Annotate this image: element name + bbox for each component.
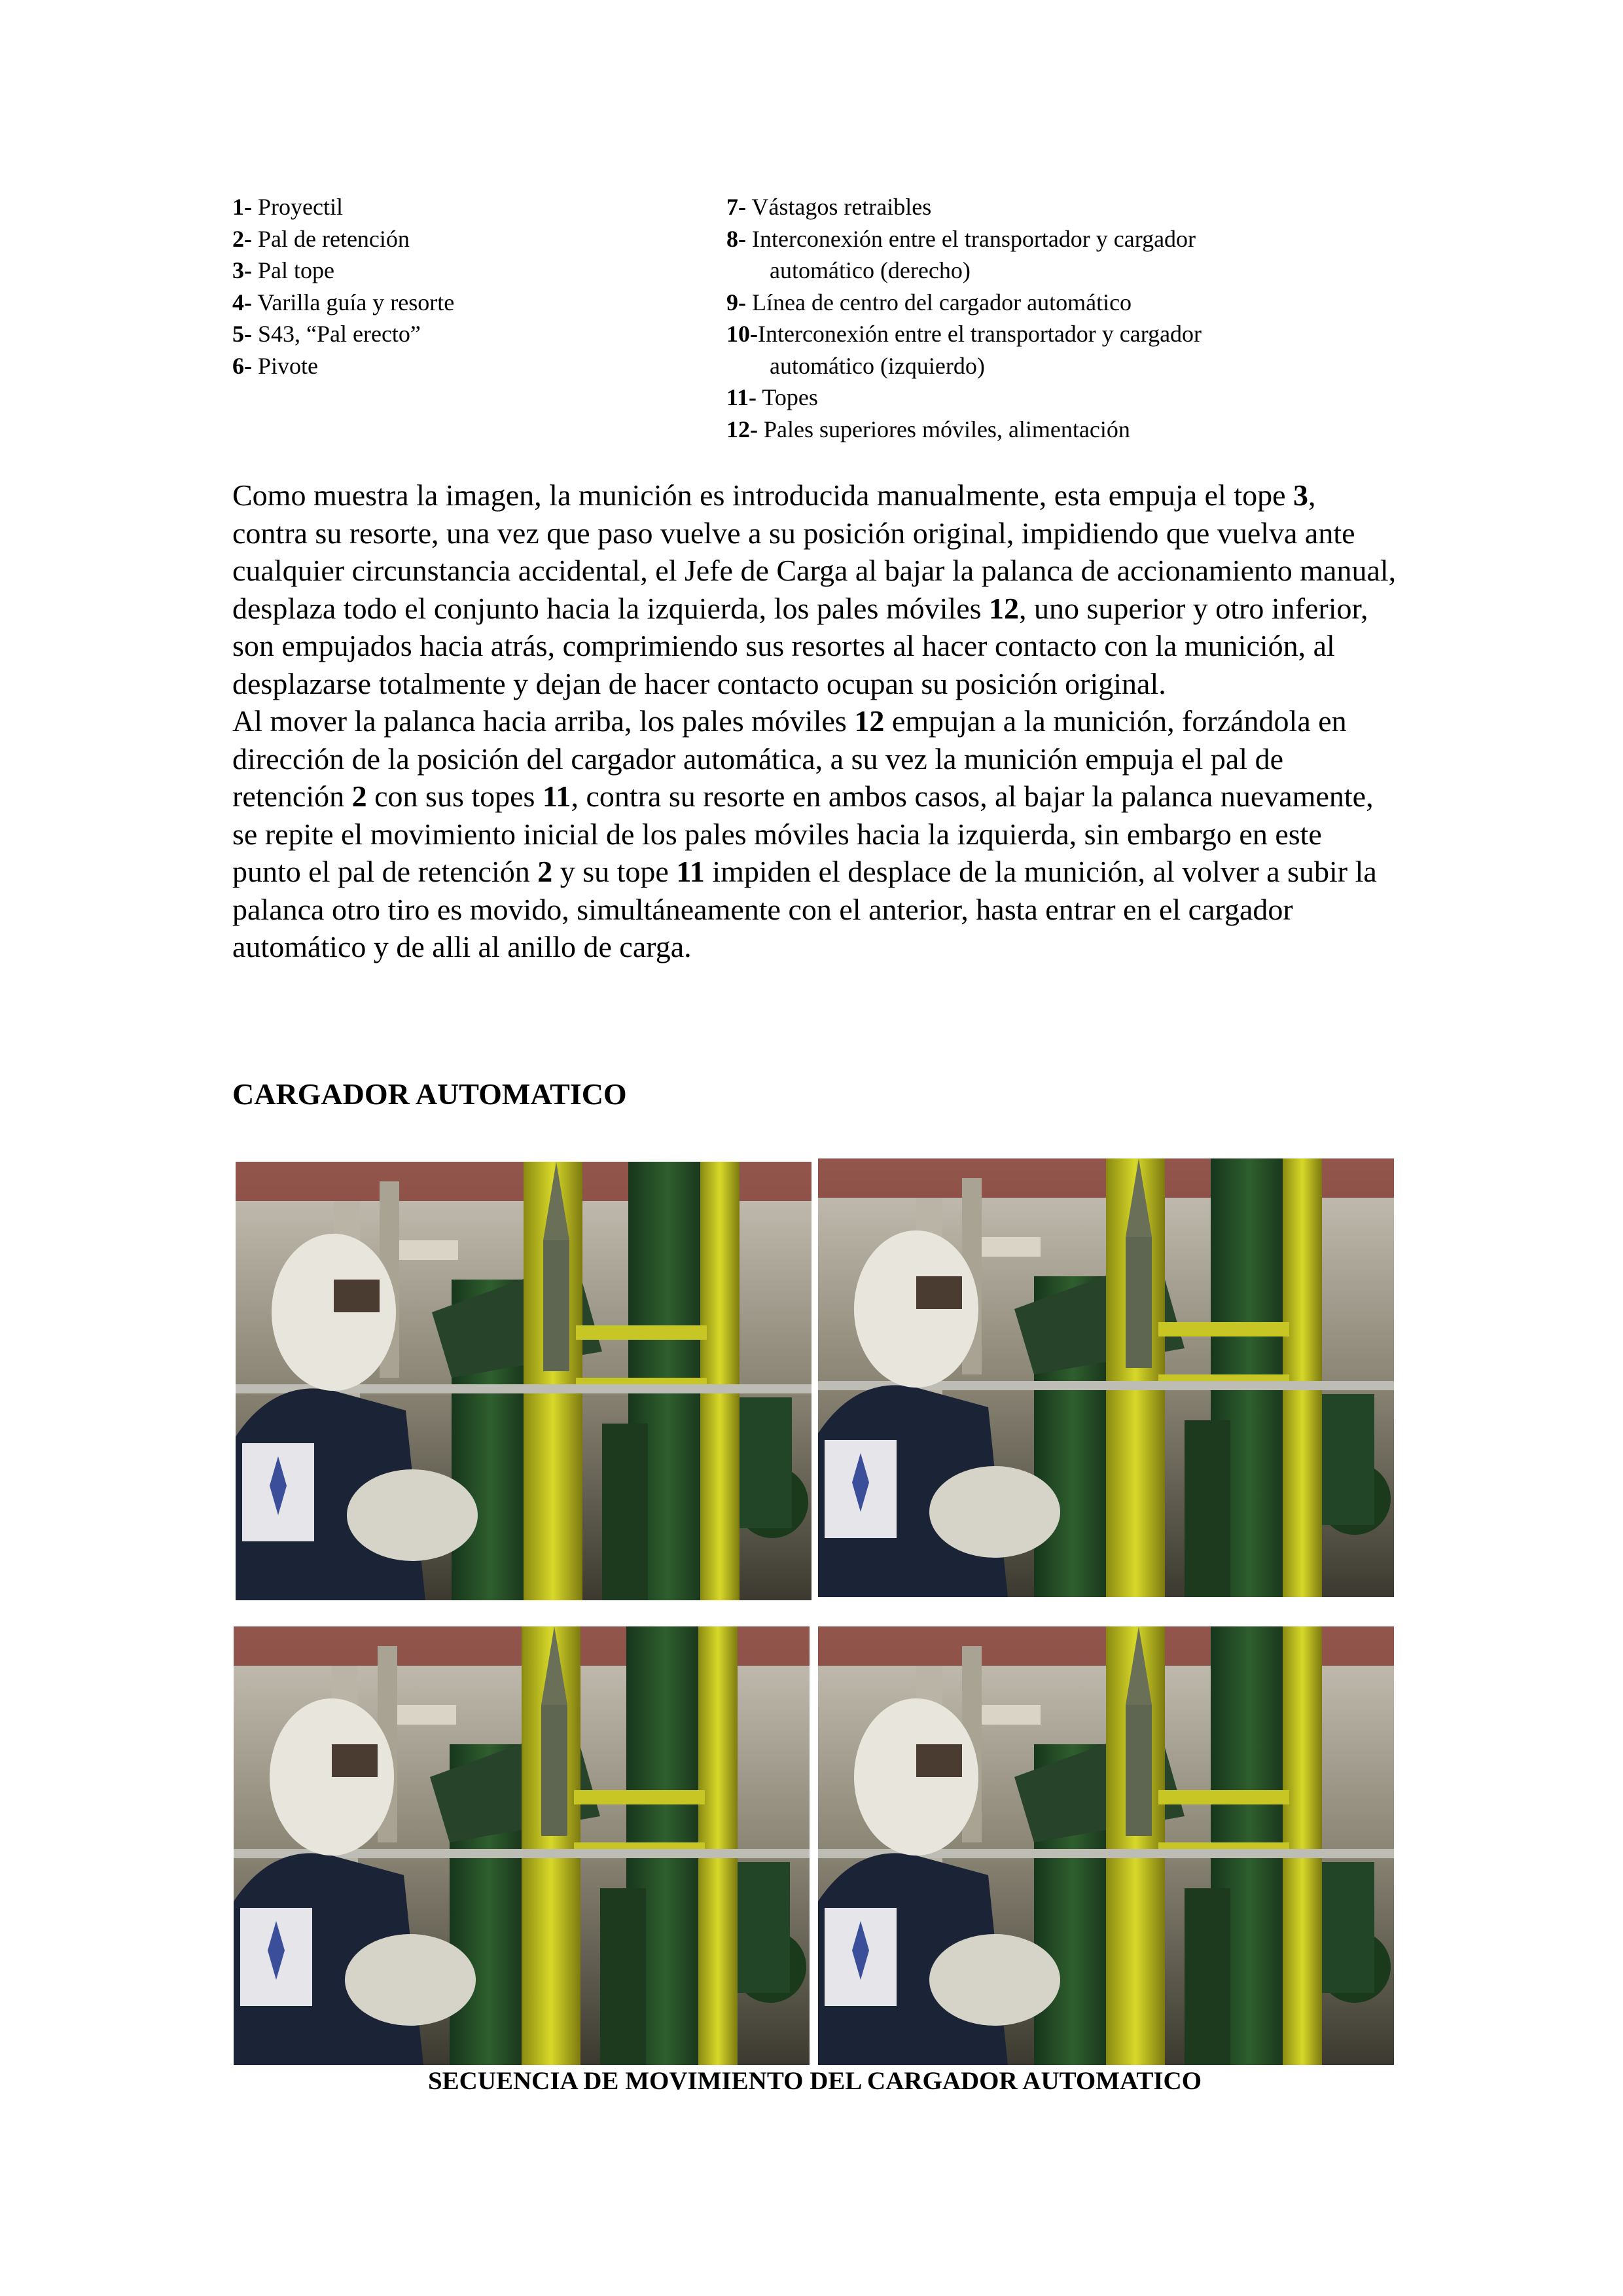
legend-item: 12- Pales superiores móviles, alimentación bbox=[726, 416, 1130, 442]
legend-item: 11- Topes bbox=[726, 384, 818, 410]
legend-item: 5- S43, “Pal erecto” bbox=[232, 321, 421, 347]
paragraph-2: Al mover la palanca hacia arriba, los pales móviles 12 empujan a la munición, forzándola en dirección de la posición del cargador automática, a su vez la munición empuja el pal de retención 2 con sus topes 11, contra su resorte en ambos casos, al bajar la palanca nuevamente, se repite el movimiento inicial de los pales móviles hacia la izquierda, sin embargo en este punto el pal de retención 2 y su tope 11 impiden el desplace de la munición, al volver a subir la palanca otro tiro es movido, simultáneamente con el anterior, hasta entrar en el cargador automático y de alli al anillo de carga. bbox=[232, 704, 1377, 963]
legend-item: 10-Interconexión entre el transportador y cargador bbox=[726, 321, 1202, 347]
legend-left bbox=[232, 191, 704, 382]
legend-item: 6- Pivote bbox=[232, 352, 319, 379]
legend-item: 4- Varilla guía y resorte bbox=[232, 289, 455, 315]
loader-photo-4 bbox=[818, 1626, 1394, 2065]
legend-item: 2- Pal de retención bbox=[232, 225, 410, 252]
loader-photo-3 bbox=[234, 1626, 810, 2065]
legend-item-continuation: automático (derecho) bbox=[770, 257, 971, 283]
figure-caption: SECUENCIA DE MOVIMIENTO DEL CARGADOR AUTOMATICO bbox=[427, 2067, 1202, 2095]
legend-item: 8- Interconexión entre el transportador y cargador bbox=[726, 225, 1196, 252]
legend-item-continuation: automático (izquierdo) bbox=[770, 352, 985, 379]
paragraph-1: Como muestra la imagen, la munición es introducida manualmente, esta empuja el tope 3, contra su resorte, una vez que paso vuelve a su posición original, impidiendo que vuelva ante cualquier circunstancia accidental, el Jefe de Carga al bajar la palanca de accionamiento manual, desplaza todo el conjunto hacia la izquierda, los pales móviles 12, uno superior y otro inferior, son empujados hacia atrás, comprimiendo sus resortes al hacer contacto con la munición, al desplazarse totalmente y dejan de hacer contacto ocupan su posición original. bbox=[232, 478, 1397, 700]
legend-item: 9- Línea de centro del cargador automático bbox=[726, 289, 1132, 315]
legend-right bbox=[726, 191, 1414, 445]
legend-item: 1- Proyectil bbox=[232, 194, 343, 220]
legend-item: 3- Pal tope bbox=[232, 257, 334, 283]
legend-item: 7- Vástagos retraibles bbox=[726, 194, 932, 220]
loader-photo-1 bbox=[236, 1162, 812, 1600]
section-heading: CARGADOR AUTOMATICO bbox=[232, 1077, 627, 1111]
loader-photo-2 bbox=[818, 1158, 1394, 1597]
body-text bbox=[232, 476, 1397, 966]
